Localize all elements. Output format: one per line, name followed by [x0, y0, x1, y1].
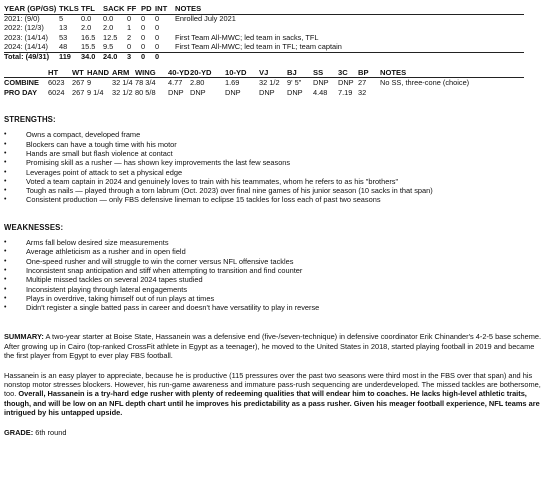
cell: 9' 5": [287, 77, 302, 87]
cell: 32 1/2: [259, 77, 280, 87]
cell: 0: [155, 13, 160, 23]
career-total-row: [4, 52, 524, 62]
combine-table: [4, 68, 524, 98]
cell: First Team All-MWC; led team in sacks, TFL: [175, 32, 319, 42]
cell: 0.0: [103, 13, 114, 23]
cell: 2.0: [103, 22, 114, 32]
col-arm: ARM: [112, 68, 135, 78]
cell: 0: [127, 13, 132, 23]
career-stats-table: [4, 4, 524, 62]
col-notes: NOTES: [175, 4, 524, 14]
cell: 0: [141, 41, 146, 51]
cell: 2.80: [190, 77, 205, 87]
table-row: [4, 78, 524, 88]
cell: [175, 52, 524, 62]
cell: 15.5: [81, 41, 96, 51]
col-bp: BP: [358, 68, 380, 78]
list-item: • Average athleticism as a rusher and in open field: [4, 248, 544, 257]
career-stats-header-row: [4, 4, 524, 14]
cell: 4.48: [313, 87, 328, 97]
list-item: • Owns a compact, developed frame: [4, 131, 544, 140]
cell: 48: [59, 41, 68, 51]
col-event: [4, 68, 48, 78]
cell: 0: [141, 22, 146, 32]
table-row: [4, 24, 524, 34]
scouting-report: [4, 4, 544, 438]
cell: 5: [59, 13, 64, 23]
list-item: • Arms fall below desired size measurements: [4, 239, 544, 248]
cell: PRO DAY: [4, 87, 37, 97]
list-item: • Hands are small but flash violence at contact: [4, 150, 544, 159]
combine-header-row: [4, 68, 524, 78]
col-vj: VJ: [259, 68, 287, 78]
col-wt: WT: [72, 68, 87, 78]
evaluation-text: Hassanein is an easy player to appreciate, because he is productive (115 pressures over the past two seasons were third most in the FBS over that span) and his nonstop motor stresses blockers. However, his run-game awareness and immature pass-rush sequencing are underdeveloped. The missed tackles are bothersome, too.: [4, 370, 541, 399]
col-tkls: TKLS: [59, 4, 81, 14]
strengths-list: [4, 131, 544, 205]
cell: 24.0: [103, 52, 127, 62]
grade-label: GRADE:: [4, 427, 34, 437]
summary-label: SUMMARY:: [4, 332, 44, 342]
cell: 9: [87, 77, 92, 87]
cell: Total: (49/31): [4, 52, 59, 62]
cell: 0: [155, 52, 175, 62]
cell: 78 3/4: [135, 77, 156, 87]
cell: 32: [358, 87, 367, 97]
cell: 32 1/4: [112, 77, 133, 87]
cell: 2021: (9/0): [4, 13, 40, 23]
cell: 0.0: [81, 13, 92, 23]
cell: DNP: [168, 87, 184, 97]
cell: 2.0: [81, 22, 92, 32]
grade-line: [4, 429, 544, 438]
cell: 32 1/2: [112, 87, 133, 97]
summary-text: A two-year starter at Boise State, Hassanein was a defensive end (five-/seven-technique) in defensive coordinator Erik Chinander's 4-2-5 base scheme. After growing up in Cairo (top-ranked CrossFit athlete in Egypt as a teenager), he moved to the United States in 2018, started playing football in 2019 and became the first player from Egypt to ever play FBS football.: [4, 332, 542, 361]
cell: 7.19: [338, 87, 353, 97]
cell: 267: [72, 87, 85, 97]
cell: 4.77: [168, 77, 183, 87]
cell: 0: [155, 41, 160, 51]
evaluation-paragraph: [4, 371, 544, 418]
evaluation-bold-text: Overall, Hassanein is a try-hard edge rusher with plenty of redeeming qualities that will endear him to coaches. He lacks high-level athletic traits, though, and will be low on an NFL depth chart until he improves his predictability as a pass rusher. Given his meager football experience, NFL teams are intrigued by his untapped upside.: [4, 389, 540, 418]
col-40yd: 40-YD: [168, 68, 190, 78]
cell: First Team All-MWC; led team in TFL; team captain: [175, 41, 342, 51]
cell: 6024: [48, 87, 65, 97]
col-hand: HAND: [87, 68, 112, 78]
cell: 12.5: [103, 32, 118, 42]
cell: DNP: [259, 87, 275, 97]
col-sack: SACK: [103, 4, 127, 14]
summary-paragraph: [4, 332, 544, 360]
cell: COMBINE: [4, 77, 39, 87]
cell: 2024: (14/14): [4, 41, 48, 51]
list-item: • Plays in overdrive, taking himself out of run plays at times: [4, 295, 544, 304]
col-ff: FF: [127, 4, 141, 14]
cell: DNP: [338, 77, 354, 87]
col-ht: HT: [48, 68, 72, 78]
list-item: • Promising skill as a rusher — has shown key improvements the last few seasons: [4, 159, 544, 168]
cell: 119: [59, 52, 81, 62]
list-item: • Leverages point of attack to set a physical edge: [4, 169, 544, 178]
col-10yd: 10-YD: [225, 68, 259, 78]
col-int: INT: [155, 4, 175, 14]
cell: 27: [358, 77, 367, 87]
list-item: • Voted a team captain in 2024 and genuinely loves to train with his teammates, whom he refers to as his "brothers": [4, 178, 544, 187]
list-item: • Consistent production — only FBS defensive lineman to eclipse 15 tackles for loss each of past two seasons: [4, 196, 544, 205]
cell: 34.0: [81, 52, 103, 62]
cell: 0: [141, 32, 146, 42]
cell: 13: [59, 22, 68, 32]
list-item: • Inconsistent snap anticipation and stiff when attempting to transition and find counter: [4, 267, 544, 276]
cell: 0: [141, 13, 146, 23]
weaknesses-list: [4, 239, 544, 313]
cell: 0: [155, 32, 160, 42]
cell: 9.5: [103, 41, 114, 51]
cell: 2023: (14/14): [4, 32, 48, 42]
list-item: • Blockers can have a tough time with his motor: [4, 141, 544, 150]
cell: 2022: (12/3): [4, 22, 44, 32]
cell: 53: [59, 32, 68, 42]
col-ss: SS: [313, 68, 338, 78]
cell: No SS, three-cone (choice): [380, 77, 470, 87]
col-year: YEAR (GP/GS): [4, 4, 59, 14]
weaknesses-heading: WEAKNESSES:: [4, 222, 64, 232]
cell: 6023: [48, 77, 65, 87]
list-item: • One-speed rusher and will struggle to win the corner versus NFL offensive tackles: [4, 258, 544, 267]
table-row: [4, 88, 524, 98]
table-row: [4, 43, 524, 53]
col-notes: NOTES: [380, 68, 524, 78]
list-item: • Inconsistent playing through lateral engagements: [4, 286, 544, 295]
col-bj: BJ: [287, 68, 313, 78]
list-item: • Tough as nails — played through a torn labrum (Oct. 2023) over final nine games of his junior season (10 sacks in that span): [4, 187, 544, 196]
col-20yd: 20-YD: [190, 68, 225, 78]
cell: 0: [155, 22, 160, 32]
grade-value: 6th round: [33, 427, 67, 437]
cell: [175, 24, 524, 34]
col-wing: WING: [135, 68, 168, 78]
col-3c: 3C: [338, 68, 358, 78]
cell: 0: [141, 52, 155, 62]
cell: DNP: [313, 77, 329, 87]
cell: DNP: [225, 87, 241, 97]
cell: DNP: [287, 87, 303, 97]
list-item: • Didn't register a single batted pass in career and doesn't have versatility to play in reverse: [4, 304, 544, 313]
cell: Enrolled July 2021: [175, 13, 236, 23]
cell: 9 1/4: [87, 87, 104, 97]
cell: [380, 88, 524, 98]
cell: 1.69: [225, 77, 240, 87]
cell: 3: [127, 52, 141, 62]
strengths-heading: STRENGTHS:: [4, 114, 56, 124]
cell: 1: [127, 22, 132, 32]
cell: 267: [72, 77, 85, 87]
list-item: • Multiple missed tackles on several 2024 tapes studied: [4, 276, 544, 285]
col-pd: PD: [141, 4, 155, 14]
cell: 80 5/8: [135, 87, 156, 97]
cell: 2: [127, 32, 132, 42]
col-tfl: TFL: [81, 4, 103, 14]
cell: 16.5: [81, 32, 96, 42]
cell: 0: [127, 41, 132, 51]
cell: DNP: [190, 87, 206, 97]
